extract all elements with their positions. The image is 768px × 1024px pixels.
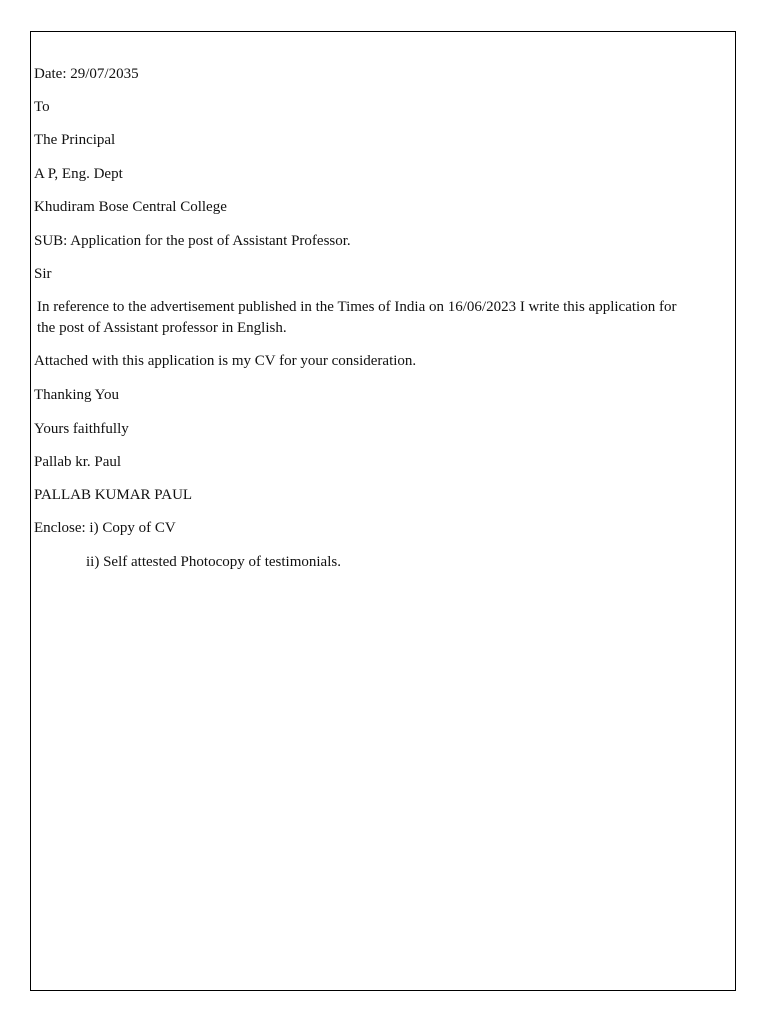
letter-date: Date: 29/07/2035 <box>34 66 139 82</box>
salutation: Sir <box>34 266 52 282</box>
recipient-dept: A P, Eng. Dept <box>34 166 123 182</box>
signature-line: Pallab kr. Paul <box>34 454 122 470</box>
attachment-note: Attached with this application is my CV for your consideration. <box>34 353 417 369</box>
closing-line: Yours faithfully <box>34 421 129 437</box>
thanks-line: Thanking You <box>34 387 120 403</box>
recipient-title: The Principal <box>34 132 116 148</box>
letter-subject: SUB: Application for the post of Assistant Professor. <box>34 233 351 249</box>
enclosure-item-2: ii) Self attested Photocopy of testimonials. <box>86 554 341 570</box>
recipient-institution: Khudiram Bose Central College <box>34 199 227 215</box>
page-border <box>30 31 736 991</box>
enclosure-item-1: Enclose: i) Copy of CV <box>34 520 176 536</box>
letter-to: To <box>34 99 50 115</box>
sender-name: PALLAB KUMAR PAUL <box>34 487 193 503</box>
body-paragraph: In reference to the advertisement published in the Times of India on 16/06/2023 I write this application for the post of Assistant professor in English. <box>37 299 677 336</box>
